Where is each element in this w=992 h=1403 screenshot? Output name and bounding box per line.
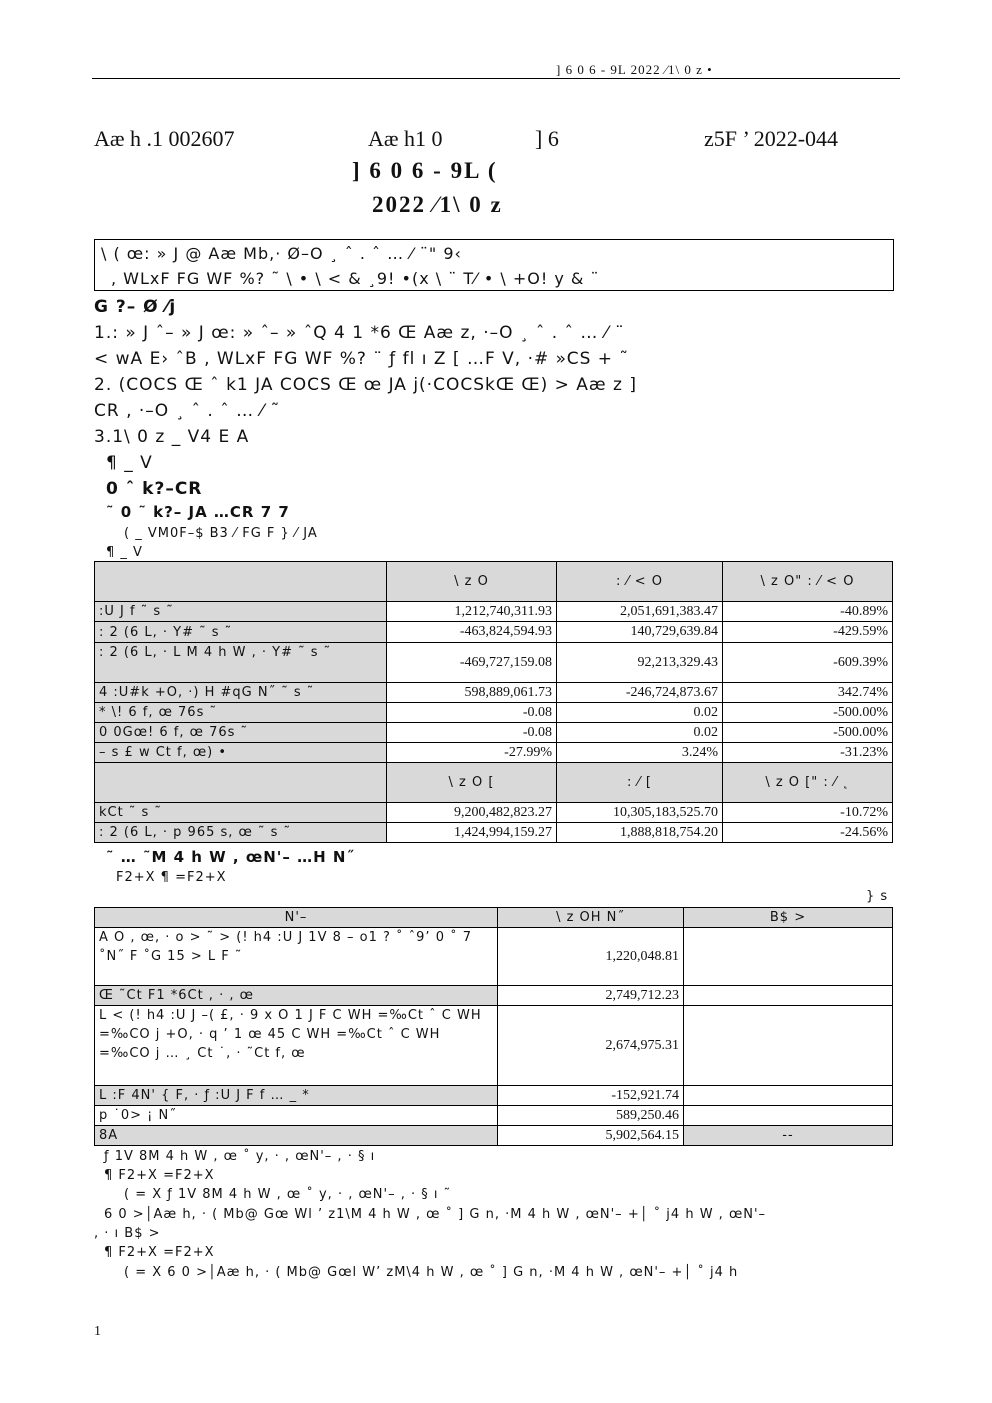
- col-header-current: \ z O: [387, 562, 557, 602]
- after-table-line-4: 6 0 >│Aæ h, · ( Mb@ Gœ Wl ’ z1\M 4 h W , œ ˚ ] G n, ·M 4 h W , œN'– +│ ˚ j4 h W , œN'–: [104, 1207, 767, 1222]
- col-header-item: N'–: [95, 908, 498, 928]
- col-header-prior: : ⁄ < O: [557, 562, 723, 602]
- header-rule: [92, 78, 900, 79]
- table-row: kCt ˜ s ˜ 9,200,482,823.27 10,305,183,525.70 -10.72%: [95, 803, 893, 823]
- col-header-note: B$ >: [684, 908, 893, 928]
- table-row: : 2 (6 L, · p 965 s, œ ˜ s ˜ 1,424,994,159.27 1,888,818,754.20 -24.56%: [95, 823, 893, 843]
- tips-heading: G ?– Ø ⁄j: [94, 297, 177, 317]
- title-line-1: ] 6 0 6 - 9L (: [352, 158, 498, 183]
- after-table-line-7: ( = X 6 0 >│Aæ h, · ( Mb@ Gœl W’ zM\4 h W , œ ˚ ] G n, ·M 4 h W , œN'– +│ ˚ j4 h: [124, 1265, 739, 1280]
- section-nonrecurring-unit: } s: [866, 889, 889, 904]
- section-main-data-note: ( _ VM0F–$ B3 ⁄ FG F } ⁄ JA: [124, 526, 318, 541]
- col-header-prior-end: : ⁄ [: [557, 763, 723, 803]
- running-header: ] 6 0 6 - 9L 2022 ⁄1\ 0 z •: [556, 62, 713, 77]
- tip-item-3: 3.1\ 0 z _ V4 E A: [94, 427, 250, 447]
- table-row: Œ ˜Ct F1 *6Ct , · , œ 2,749,712.23: [95, 986, 893, 1006]
- table-row: : 2 (6 L, · L M 4 h W , · Y# ˜ s ˜ -469,727,159.08 92,213,329.43 -609.39%: [95, 643, 893, 683]
- section-nonrecurring-note: F2+X ¶ =F2+X: [116, 870, 227, 885]
- statement-line-1: \ ( œ: » J @ Aæ Mb,· Ø–O ¸ ˆ . ˆ … ⁄ ¨" 9‹: [101, 244, 462, 263]
- section-main-data-sub: ˜ 0 ˜ k?– JA …CR 7 7: [106, 503, 290, 521]
- after-table-line-5: , · ı B$ >: [94, 1226, 161, 1241]
- main-financial-table: [94, 561, 893, 843]
- stock-code: Aæ h .1 002607: [94, 126, 235, 151]
- title-line-2: 2022 ⁄1\ 0 z: [372, 192, 503, 217]
- tip-item-2: 2. (COCS Œ ˆ k1 JA COCS Œ œ JA j(·COCSkŒ Œ) > Aæ z ]: [94, 375, 637, 395]
- page-number: 1: [94, 1324, 101, 1339]
- col-header-amount: \ z OH N˝: [498, 908, 684, 928]
- table-row: 4 :U#k +O, ·) H #qG N˝ ˜ s ˜ 598,889,061.73 -246,724,873.67 342.74%: [95, 683, 893, 703]
- section-main-data-heading: 0 ˆ k?–CR: [106, 479, 203, 499]
- currency-unit: ¶ _ V: [106, 453, 153, 473]
- table-row: L :F 4N' { F, · ƒ :U J F f … _ * -152,921.74: [95, 1086, 893, 1106]
- after-table-line-1: ƒ 1V 8M 4 h W , œ ˚ y, · , œN'– , · § ı: [104, 1149, 376, 1164]
- table-row: – s £ w Ct f, œ) • -27.99% 3.24% -31.23%: [95, 743, 893, 763]
- table-row: :U J f ˜ s ˜ 1,212,740,311.93 2,051,691,383.47 -40.89%: [95, 602, 893, 622]
- col-header-change-end: \ z O [" : ⁄ ˛: [723, 763, 893, 803]
- col-header-change: \ z O" : ⁄ < O: [723, 562, 893, 602]
- tip-item-1: 1.: » J ˆ– » J œ: » ˆ– » ˆQ 4 1 *6 Œ Aæ z, ·–O ¸ ˆ . ˆ … ⁄ ¨: [94, 323, 625, 343]
- announcement-number: z5F ’ 2022-044: [704, 126, 839, 151]
- statement-line-2: , WLxF FG WF %? ˜ \ • \ < & ¸9! •(x \ ¨ T⁄ • \ +O! y & ¨: [111, 269, 600, 288]
- table-header-row: [95, 908, 893, 928]
- table-row: 0 0Gœ! 6 f, œ 76s ˜ -0.08 0.02 -500.00%: [95, 723, 893, 743]
- tip-item-2-cont: CR , ·–O ¸ ˆ . ˆ … ⁄ ˜: [94, 401, 281, 421]
- table-row: A O , œ, · o > ˜ > (! h4 :U J 1V 8 – o1 ? ˚ ˆ9’ 0 ˚ 7 ˚N˝ F ˚G 15 > L F ˜ 1,220,048.81: [95, 928, 893, 986]
- table-row: p ˙0> ¡ N˝ 589,250.46: [95, 1106, 893, 1126]
- board-statement-box: [94, 239, 894, 291]
- table-row: : 2 (6 L, · Y# ˜ s ˜ -463,824,594.93 140,729,639.84 -429.59%: [95, 622, 893, 643]
- tip-item-1-cont: < wA E› ˆB , WLxF FG WF %? ¨ ƒ fl ı Z [ …F V, ·# »CS + ˜: [94, 349, 629, 369]
- col-header-current-end: \ z O [: [387, 763, 557, 803]
- stock-short-name: ] 6: [535, 126, 559, 151]
- nonrecurring-table: [94, 907, 893, 1146]
- table-header-row-2: [95, 763, 893, 803]
- after-table-line-3: ( = X ƒ 1V 8M 4 h W , œ ˚ y, · , œN'– , · § ı ˜: [124, 1187, 452, 1202]
- table-row: L < (! h4 :U J –( £, · 9 x O 1 J F C WH =‰Ct ˆ C WH =‰CO j +O, · q ’ 1 œ 45 C WH =‰Ct ˆ C WH =‰CO j … ¸ Ct ˙, · ˜Ct f, œ 2,674,975.31: [95, 1006, 893, 1086]
- section-nonrecurring-heading: ˜ … ˜M 4 h W , œN'– …H N˝: [106, 848, 355, 866]
- section-main-data-unit: ¶ _ V: [106, 545, 143, 560]
- table-row: * \! 6 f, œ 76s ˜ -0.08 0.02 -500.00%: [95, 703, 893, 723]
- table-row-total: 8A 5,902,564.15 --: [95, 1126, 893, 1146]
- stock-short-name-label: Aæ h1 0: [368, 126, 443, 151]
- after-table-line-6: ¶ F2+X =F2+X: [104, 1245, 215, 1260]
- after-table-line-2: ¶ F2+X =F2+X: [104, 1168, 215, 1183]
- table-header-row: [95, 562, 893, 602]
